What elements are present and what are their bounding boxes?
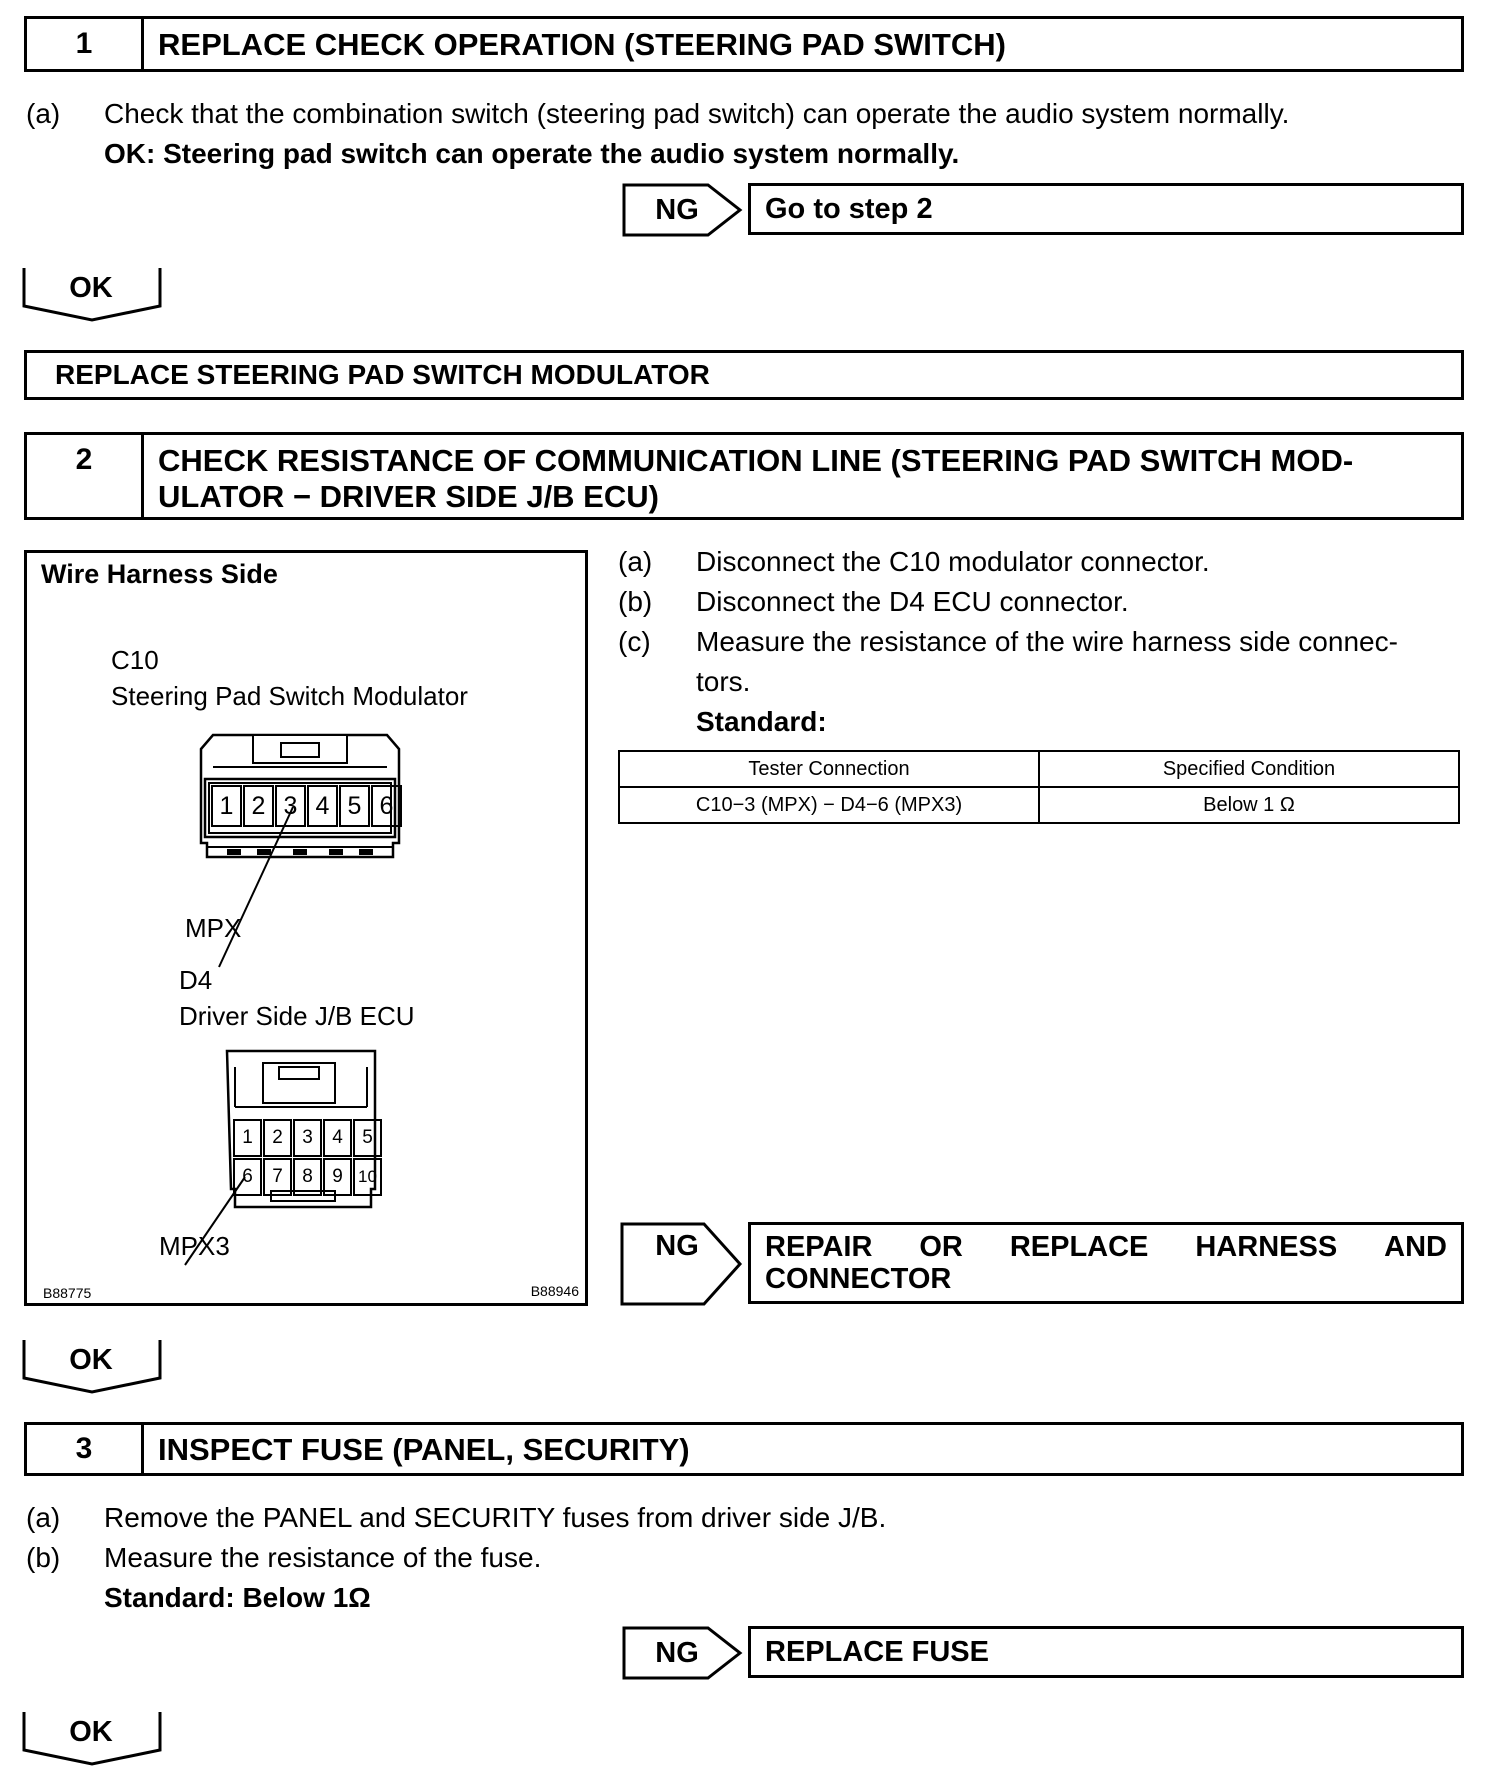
- d4-connector-code: D4: [179, 965, 213, 995]
- mpx-pin-label: MPX: [185, 913, 242, 943]
- step-number: 1: [27, 19, 144, 69]
- step-title: REPLACE CHECK OPERATION (STEERING PAD SWITCH): [158, 27, 1006, 62]
- ng-result-line-2: CONNECTOR: [765, 1263, 952, 1295]
- figure-heading: Wire Harness Side: [41, 559, 278, 589]
- instruction-text: tors.: [696, 666, 751, 697]
- instruction-text: Disconnect the C10 modulator connector.: [696, 546, 1210, 577]
- c10-pin: 2: [243, 785, 274, 827]
- step-title-line-1: CHECK RESISTANCE OF COMMUNICATION LINE (STEERING PAD SWITCH MOD-: [158, 443, 1354, 478]
- figure-ref-right: B88946: [530, 1283, 579, 1299]
- instruction-text: Check that the combination switch (steering pad switch) can operate the audio system normally.: [104, 98, 1290, 129]
- table-cell: C10−3 (MPX) − D4−6 (MPX3): [619, 787, 1039, 823]
- step-2-header: [24, 432, 1464, 520]
- instruction-text: Measure the resistance of the wire harness side connec-: [696, 626, 1398, 657]
- d4-pin: 9: [323, 1158, 352, 1196]
- ng-result-word: REPLACE: [1009, 1231, 1149, 1263]
- c10-pin: 6: [371, 785, 402, 827]
- ok-label: OK: [69, 1716, 113, 1748]
- ng-label: NG: [655, 194, 699, 226]
- d4-pin: 3: [293, 1119, 322, 1157]
- step-title: INSPECT FUSE (PANEL, SECURITY): [158, 1432, 690, 1467]
- step-title-line-2: ULATOR − DRIVER SIDE J/B ECU): [158, 479, 659, 514]
- ng-result-box: [748, 1222, 1464, 1304]
- item-marker: (b): [618, 586, 653, 617]
- item-marker: (a): [618, 546, 653, 577]
- standard-text: Standard: Below 1Ω: [104, 1582, 371, 1613]
- step-number: 3: [27, 1425, 144, 1473]
- standard-label: Standard:: [696, 706, 827, 737]
- d4-connector-name: Driver Side J/B ECU: [179, 1001, 415, 1031]
- instruction-text: Measure the resistance of the fuse.: [104, 1542, 542, 1573]
- table-row: [619, 787, 1459, 823]
- d4-pin: 2: [263, 1119, 292, 1157]
- c10-connector-code: C10: [111, 645, 159, 675]
- d4-pin: 5: [353, 1119, 382, 1157]
- ng-result-word: AND: [1384, 1231, 1447, 1263]
- d4-pin-row-top: [233, 1119, 382, 1158]
- instruction-text: Disconnect the D4 ECU connector.: [696, 586, 1129, 617]
- ng-result-word: REPAIR: [765, 1231, 873, 1263]
- ng-result-line-1: [765, 1231, 1461, 1263]
- ng-result-word: OR: [919, 1231, 963, 1263]
- ng-result-box: Go to step 2: [748, 183, 1464, 235]
- step-number: 2: [27, 435, 144, 517]
- d4-pin: 6: [233, 1158, 262, 1196]
- step-title: [144, 435, 1353, 517]
- ok-criteria: OK: Steering pad switch can operate the audio system normally.: [104, 138, 960, 169]
- wire-harness-figure: [24, 550, 588, 1306]
- mpx-leader-line: [177, 803, 317, 973]
- item-marker: (a): [26, 98, 61, 129]
- ng-result-box: REPLACE FUSE: [748, 1626, 1464, 1678]
- spec-table: [618, 750, 1460, 824]
- table-header-row: [619, 751, 1459, 787]
- d4-pin: 7: [263, 1158, 292, 1196]
- ok-label: OK: [69, 272, 113, 304]
- c10-pin: 4: [307, 785, 338, 827]
- c10-pin: 3: [275, 785, 306, 827]
- item-marker: (a): [26, 1502, 61, 1533]
- d4-pin: 8: [293, 1158, 322, 1196]
- ng-result-word: HARNESS: [1195, 1231, 1338, 1263]
- replace-modulator-box: REPLACE STEERING PAD SWITCH MODULATOR: [24, 350, 1464, 400]
- mpx3-pin-label: MPX3: [159, 1231, 230, 1261]
- ok-label: OK: [69, 1344, 113, 1376]
- ng-label: NG: [655, 1230, 699, 1262]
- c10-pin: 1: [211, 785, 242, 827]
- table-header: Tester Connection: [619, 751, 1039, 787]
- item-marker: (c): [618, 626, 651, 657]
- step-1-header: [24, 16, 1464, 72]
- d4-pin: 4: [323, 1119, 352, 1157]
- table-cell: Below 1 Ω: [1039, 787, 1459, 823]
- figure-ref-left: B88775: [43, 1285, 92, 1301]
- step-3-header: [24, 1422, 1464, 1476]
- ng-label: NG: [655, 1637, 699, 1669]
- table-header: Specified Condition: [1039, 751, 1459, 787]
- c10-connector-name: Steering Pad Switch Modulator: [111, 681, 468, 711]
- c10-pin: 5: [339, 785, 370, 827]
- d4-pin: 1: [233, 1119, 262, 1157]
- item-marker: (b): [26, 1542, 61, 1573]
- d4-pin: 10: [353, 1158, 382, 1196]
- instruction-text: Remove the PANEL and SECURITY fuses from driver side J/B.: [104, 1502, 887, 1533]
